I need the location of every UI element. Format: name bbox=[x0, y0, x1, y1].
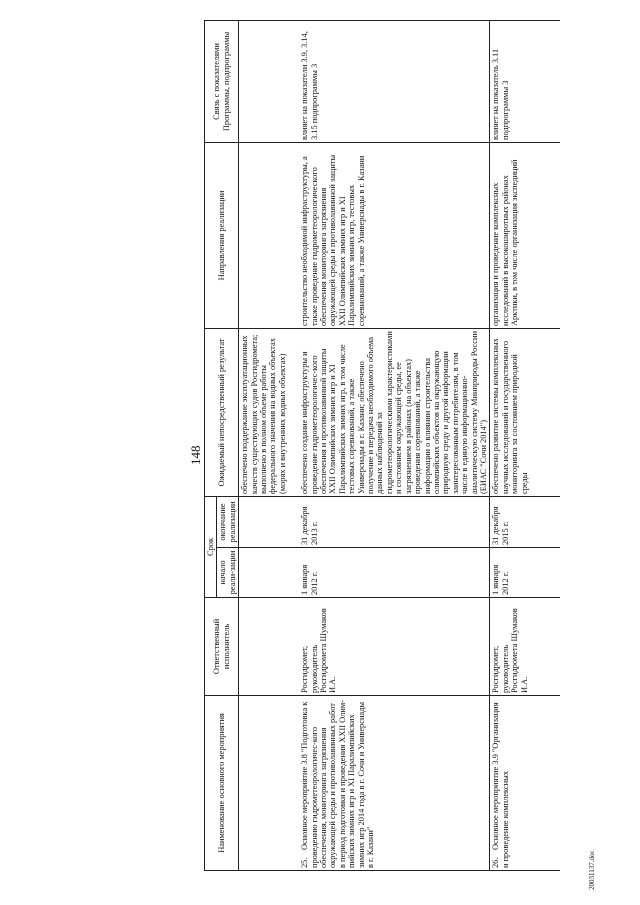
measure-name: Основное мероприятие 3.9 "Организация и проведение комплексных bbox=[491, 702, 510, 868]
measure-name: Основное мероприятие 3.8 "Подготовка к проведению гидрометеорологичес-кого обеспечения, мониторинга загрязнения окружающей среды и противолавинных работ в период подготовки и проведения XXII Олим-пийских зимних игр и XI Паралимпийских зимних игр 2014 года в г. Сочи и Универсиады в г. Казани" bbox=[300, 700, 376, 868]
directions-cell: строительство необходимой инфраструктуры, а также проведение гидрометеорологического обеспечения мониторинга загрязнения окружающей среды и противолавинной защиты XXII Олимпийских зимних игр и XI Паралимпийских зимних игр, тестовых соревнований, а также Универсиады в г. Казани bbox=[299, 143, 490, 329]
name-cell bbox=[299, 696, 490, 871]
link-cell: влияет на показатели 3.9, 3.14, 3.15 подпрограммы 3 bbox=[299, 21, 490, 143]
directions-cell: организация и проведение комплексных исследований в высокоширотных районах Арктики, в том числе организация экспедиций bbox=[490, 143, 561, 329]
table-row-continuation bbox=[239, 21, 300, 871]
header-row-top bbox=[205, 21, 217, 871]
name-cell bbox=[490, 696, 561, 871]
header-executor: Ответственный исполнитель bbox=[205, 598, 239, 696]
measures-table bbox=[204, 20, 560, 871]
row-number: 25. bbox=[300, 857, 310, 868]
header-directions: Направления реализации bbox=[205, 143, 239, 329]
end-cell: 31 декабря 2015 г. bbox=[490, 497, 561, 548]
header-result: Ожидаемый непосредственный результат bbox=[205, 329, 239, 497]
result-cell: обеспечено развитие системы комплексных научных исследований и государственного мониторинга за состоянием природной среды bbox=[490, 329, 561, 497]
start-cell: 1 января 2012 г. bbox=[299, 548, 490, 598]
row-number: 26. bbox=[491, 857, 501, 868]
header-start: начало реали-зации bbox=[217, 548, 239, 598]
result-cell: обеспечено поддержание эксплуатационных качеств существующих судов Росгидромета; выполнено в полном объеме работы федерального значения на водных объектах (морях и внутренних водных объектах) bbox=[239, 329, 300, 497]
header-term: Срок bbox=[205, 497, 217, 598]
header-link: Связь с показателями Программы, подпрограммы bbox=[205, 21, 239, 143]
end-cell: 31 декабря 2013 г. bbox=[299, 497, 490, 548]
table-row bbox=[299, 21, 490, 871]
executor-cell: Росгидромет, руководитель Росгидромета Шумаков И.А. bbox=[299, 598, 490, 696]
footer-filename: 20031137.doc bbox=[588, 850, 596, 890]
header-end: окончание реализации bbox=[217, 497, 239, 548]
start-cell: 1 января 2012 г. bbox=[490, 548, 561, 598]
page-number: 148 bbox=[188, 445, 203, 465]
table-row bbox=[490, 21, 561, 871]
result-cell: обеспечено создание инфраструктуры и проведение гидрометеорологичес-кого обеспечения и противолавинной защиты XXII Олимпийских зимних игр и XI Паралимпийских зимних игр, в том числе тестовых соревнований, а также Универсиады в г. Казани; обеспечено получение и передача необходимого объема данных наблюдений за гидрометеорологическими характеристиками и состоянием окружающей среды, ее загрязнением в районах (на объектах) проведения соревнований, а также информации о влиянии строительства олимпийских объектов на окружающую природную среду и другой информации заинтересованным потребителям, в том числе в единую информационно-аналитическую систему Минприроды России (ЕИАС "Сочи 2014") bbox=[299, 329, 490, 497]
executor-cell: Росгидромет, руководитель Росгидромета Шумаков И.А. bbox=[490, 598, 561, 696]
link-cell: влияет на показатель 3.11 подпрограммы 3 bbox=[490, 21, 561, 143]
header-name: Наименование основного мероприятия bbox=[205, 696, 239, 871]
